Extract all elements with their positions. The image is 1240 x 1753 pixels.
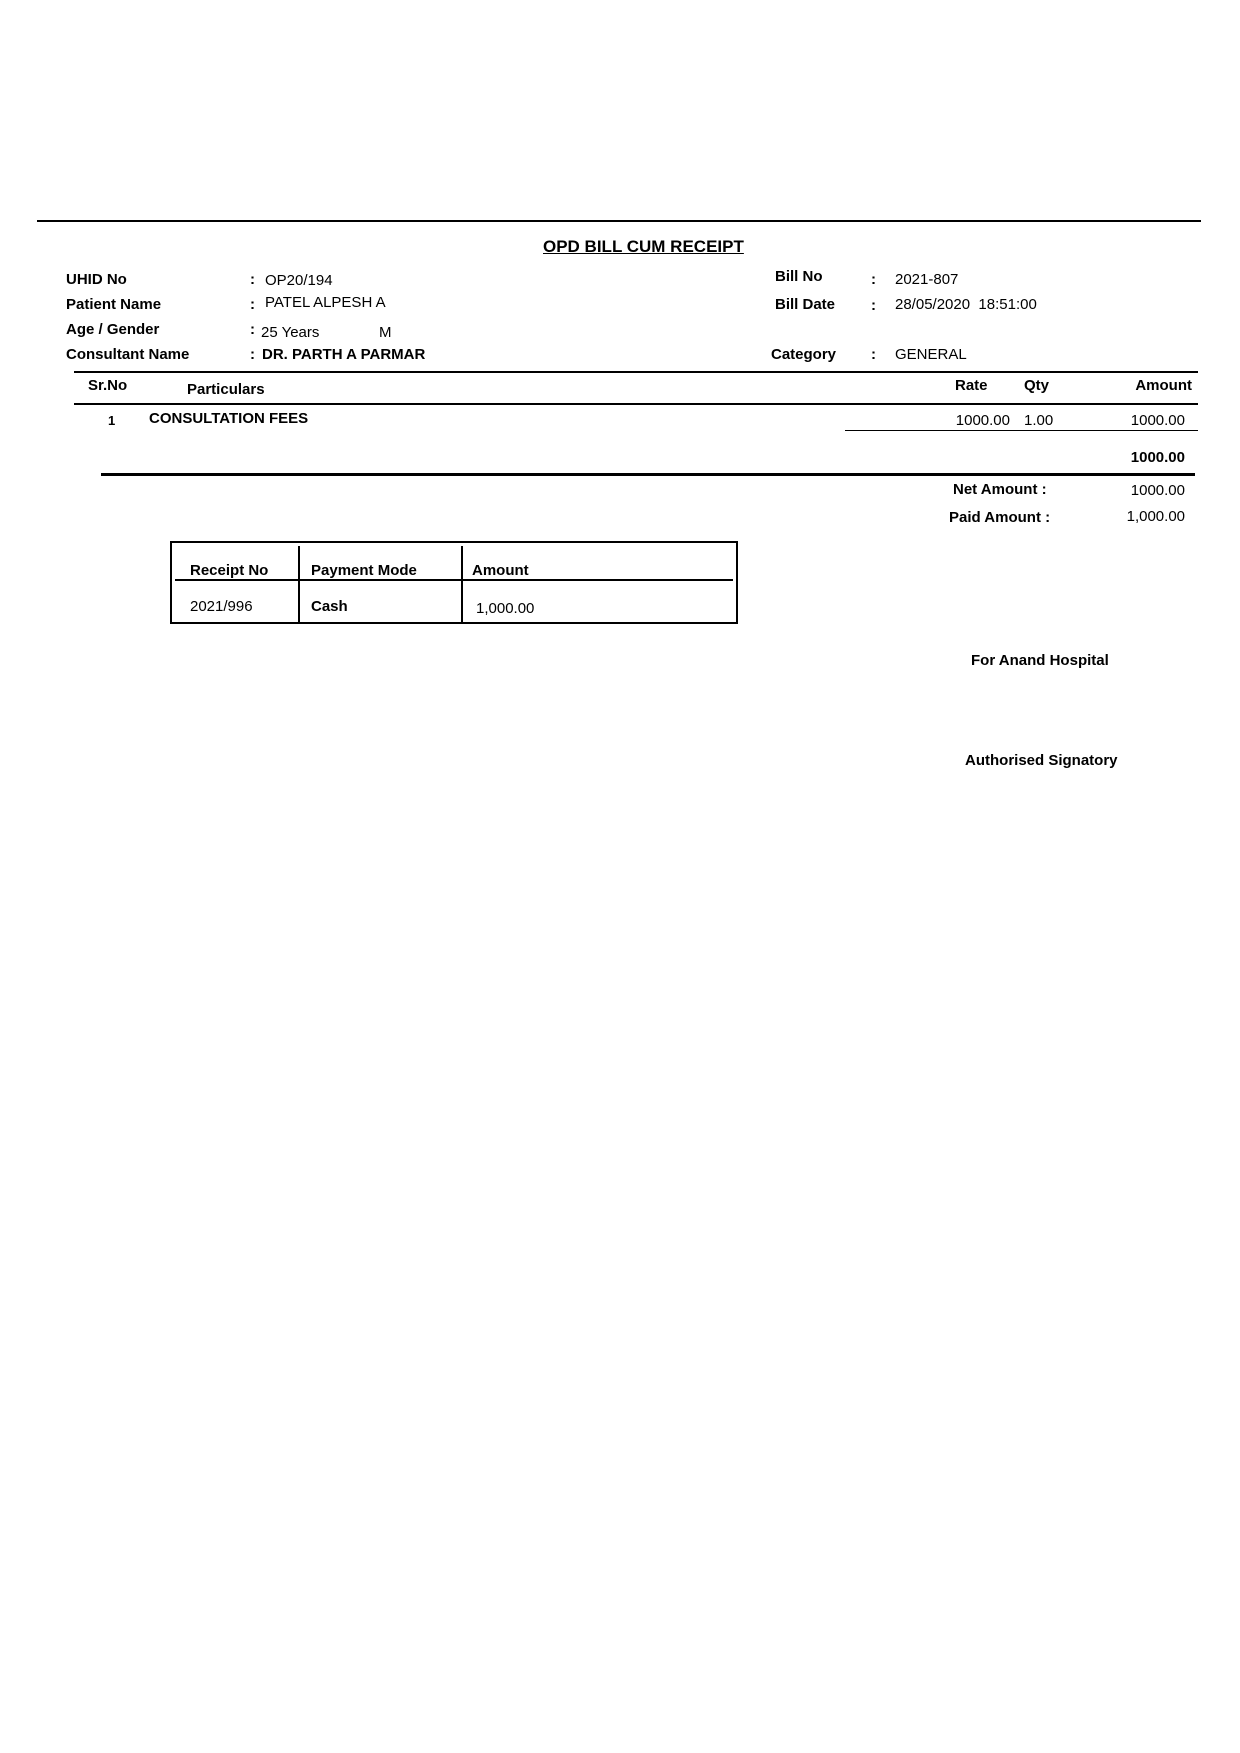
category-value: GENERAL xyxy=(895,346,967,363)
category-separator: : xyxy=(871,346,876,363)
amount-header: Amount xyxy=(1135,377,1192,394)
for-hospital-label: For Anand Hospital xyxy=(971,652,1109,669)
bill-no-label: Bill No xyxy=(775,268,823,285)
net-amount-value: 1000.00 xyxy=(1130,482,1185,499)
subtotal-rule xyxy=(101,473,1195,476)
bill-date-value: 28/05/2020 18:51:00 xyxy=(895,296,1037,313)
items-header-top-rule xyxy=(74,371,1198,373)
category-label: Category xyxy=(771,346,837,363)
particulars-header: Particulars xyxy=(187,381,265,398)
srno-header: Sr.No xyxy=(88,377,128,394)
receipt-table xyxy=(170,541,738,624)
consultant-value: DR. PARTH A PARMAR xyxy=(262,346,426,363)
bill-date-label: Bill Date xyxy=(775,296,836,313)
document-title: OPD BILL CUM RECEIPT xyxy=(543,237,744,256)
row-bottom-rule xyxy=(845,430,1198,431)
age-gender-separator: : xyxy=(250,321,255,338)
row-rate: 1000.00 xyxy=(955,412,1010,429)
row-srno: 1 xyxy=(108,413,116,428)
receipt-no-value: 2021/996 xyxy=(190,598,253,615)
rate-header: Rate xyxy=(955,377,988,394)
receipt-no-header: Receipt No xyxy=(190,562,269,579)
top-rule xyxy=(37,220,1201,222)
patient-name-label: Patient Name xyxy=(66,296,162,313)
gender-value: M xyxy=(379,324,392,341)
payment-mode-header: Payment Mode xyxy=(311,562,417,579)
receipt-header-rule xyxy=(175,579,733,581)
patient-name-separator: : xyxy=(250,296,255,313)
row-amount: 1000.00 xyxy=(1130,412,1185,429)
qty-header: Qty xyxy=(1024,377,1050,394)
net-amount-label: Net Amount : xyxy=(953,481,1047,498)
age-value: 25 Years xyxy=(261,324,320,341)
age-gender-label: Age / Gender xyxy=(66,321,160,338)
items-header-bottom-rule xyxy=(74,403,1198,405)
uhid-label: UHID No xyxy=(66,271,127,288)
payment-mode-value: Cash xyxy=(311,598,348,615)
paid-amount-value: 1,000.00 xyxy=(1126,508,1185,525)
bill-no-separator: : xyxy=(871,271,876,288)
bill-no-value: 2021-807 xyxy=(895,271,959,288)
uhid-value: OP20/194 xyxy=(265,272,333,289)
consultant-separator: : xyxy=(250,346,255,363)
receipt-amount-header: Amount xyxy=(472,562,529,579)
consultant-label: Consultant Name xyxy=(66,346,190,363)
uhid-separator: : xyxy=(250,271,255,288)
paid-amount-label: Paid Amount : xyxy=(949,509,1051,526)
row-qty: 1.00 xyxy=(1024,412,1054,429)
receipt-col-divider-2 xyxy=(461,546,463,622)
subtotal-value: 1000.00 xyxy=(1130,449,1185,466)
receipt-col-divider-1 xyxy=(298,546,300,622)
row-particulars: CONSULTATION FEES xyxy=(149,410,309,427)
patient-name-value: PATEL ALPESH A xyxy=(265,294,386,311)
authorised-signatory-label: Authorised Signatory xyxy=(965,752,1118,769)
bill-date-separator: : xyxy=(871,297,876,314)
receipt-amount-value: 1,000.00 xyxy=(476,600,535,617)
